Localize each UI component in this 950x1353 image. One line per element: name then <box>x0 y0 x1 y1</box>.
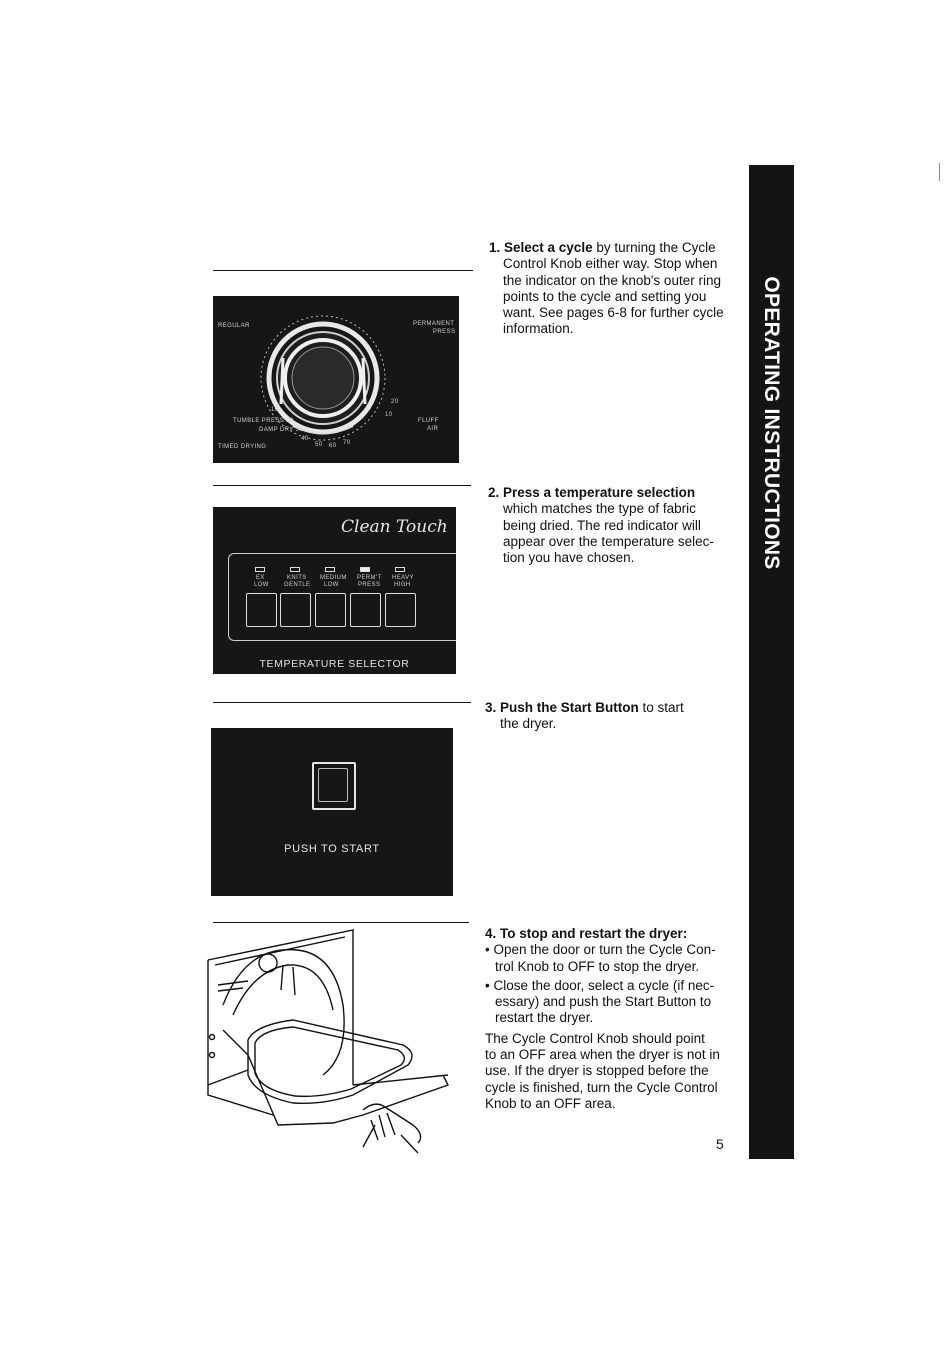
step-4-note-line-3: use. If the dryer is stopped before the <box>485 1063 709 1079</box>
rule-2 <box>213 485 471 486</box>
push-to-start-caption: PUSH TO START <box>284 843 380 855</box>
temp-indicator-heavy-high <box>395 567 405 572</box>
temp-indicator-knits-gentle <box>290 567 300 572</box>
step-3-line-1 <box>485 700 735 716</box>
rule-3 <box>213 702 471 703</box>
step-2-line-1: which matches the type of fabric <box>503 501 696 517</box>
rule-4 <box>213 922 469 923</box>
temp-button-knits-gentle[interactable] <box>280 593 311 627</box>
section-tab-title: OPERATING INSTRUCTIONS <box>760 276 783 570</box>
step-2 <box>488 485 738 566</box>
step-3-text-1: to start <box>642 700 684 715</box>
label-air: AIR <box>427 426 439 432</box>
cycle-knob-figure <box>213 296 459 463</box>
label-n50: 50 <box>315 442 323 448</box>
step-1-line-4: points to the cycle and setting you <box>503 288 707 304</box>
step-4-bullet-1-line-1: • Open the door or turn the Cycle Con- <box>485 942 716 958</box>
step-1-line-6: information. <box>503 321 574 337</box>
step-1 <box>489 240 739 338</box>
dryer-door-illustration <box>203 925 453 1155</box>
step-4-heading: 4. To stop and restart the dryer: <box>485 926 688 941</box>
label-regular: REGULAR <box>218 323 250 329</box>
step-2-line-4: tion you have chosen. <box>503 550 635 566</box>
step-1-text-1: by turning the Cycle <box>596 240 716 255</box>
step-4-bullet-2-line-2: essary) and push the Start Button to <box>495 994 712 1010</box>
step-4-note-line-4: cycle is finished, turn the Cycle Control <box>485 1079 718 1095</box>
temp-indicator-ex-low <box>255 567 265 572</box>
step-3-line-2: the dryer. <box>500 716 557 732</box>
temp-button-medium-low[interactable] <box>315 593 346 627</box>
margin-mark <box>939 163 940 181</box>
label-n70: 70 <box>343 440 351 446</box>
temp-indicator-medium-low <box>325 567 335 572</box>
step-1-heading: 1. Select a cycle <box>489 240 593 255</box>
label-damp-dry: DAMP DRY 30 <box>259 427 304 433</box>
label-n20: 20 <box>391 399 399 405</box>
step-3 <box>485 700 735 733</box>
rule-1 <box>213 270 473 271</box>
step-1-line-1 <box>489 240 739 256</box>
step-1-line-2: Control Knob either way. Stop when <box>503 256 718 272</box>
step-4-bullet-1-line-2: trol Knob to OFF to stop the dryer. <box>495 958 700 974</box>
temp-label-low: LOW <box>254 582 269 588</box>
label-tumble-press: TUMBLE PRESS 20 <box>233 418 294 424</box>
step-1-line-3: the indicator on the knob's outer ring <box>503 272 721 288</box>
temp-label-ex: EX <box>256 575 265 581</box>
start-button-figure <box>211 728 453 896</box>
step-4-note-line-2: to an OFF area when the dryer is not in <box>485 1047 720 1063</box>
step-4-bullet-2-line-1: • Close the door, select a cycle (if nec- <box>485 977 715 993</box>
temp-label-heavy: HEAVY <box>392 575 414 581</box>
start-button[interactable] <box>312 762 356 810</box>
temperature-selector-figure <box>213 507 456 674</box>
page-number: 5 <box>716 1136 724 1152</box>
step-2-line-3: appear over the temperature selec- <box>503 533 714 549</box>
label-press: PRESS <box>433 329 456 335</box>
clean-touch-logo: Clean Touch <box>341 517 448 537</box>
temp-label-press: PRESS <box>358 582 381 588</box>
temperature-selector-caption: TEMPERATURE SELECTOR <box>259 658 410 670</box>
label-n60: 60 <box>329 443 337 449</box>
step-2-heading: 2. Press a temperature selection <box>488 485 696 500</box>
temp-label-gentle: GENTLE <box>284 582 311 588</box>
temp-button-heavy-high[interactable] <box>385 593 416 627</box>
step-4 <box>485 926 740 1112</box>
label-timed-drying: TIMED DRYING <box>218 444 267 450</box>
label-fluff: FLUFF <box>418 418 439 424</box>
step-4-note-line-1: The Cycle Control Knob should point <box>485 1030 705 1046</box>
temp-indicator-perm-press <box>360 567 370 572</box>
label-n10: 10 <box>271 407 279 413</box>
section-tab <box>749 165 794 1159</box>
temp-label-permt: PERM'T <box>357 575 382 581</box>
temp-label-medium: MEDIUM <box>320 575 347 581</box>
temp-label-knits: KNITS <box>287 575 307 581</box>
step-3-heading: 3. Push the Start Button <box>485 700 639 715</box>
step-2-line-2: being dried. The red indicator will <box>503 517 701 533</box>
label-permanent: PERMANENT <box>413 321 455 327</box>
temp-button-perm-press[interactable] <box>350 593 381 627</box>
temp-label-high: HIGH <box>394 582 411 588</box>
label-n40: 40 <box>301 436 309 442</box>
start-button-face <box>318 768 348 802</box>
temp-label-low-2: LOW <box>324 582 339 588</box>
label-n10b: 10 <box>385 412 393 418</box>
step-4-bullet-2-line-3: restart the dryer. <box>495 1010 594 1026</box>
temp-button-ex-low[interactable] <box>246 593 277 627</box>
step-4-note-line-5: Knob to an OFF area. <box>485 1095 616 1111</box>
step-1-line-5: want. See pages 6-8 for further cycle <box>503 305 724 321</box>
